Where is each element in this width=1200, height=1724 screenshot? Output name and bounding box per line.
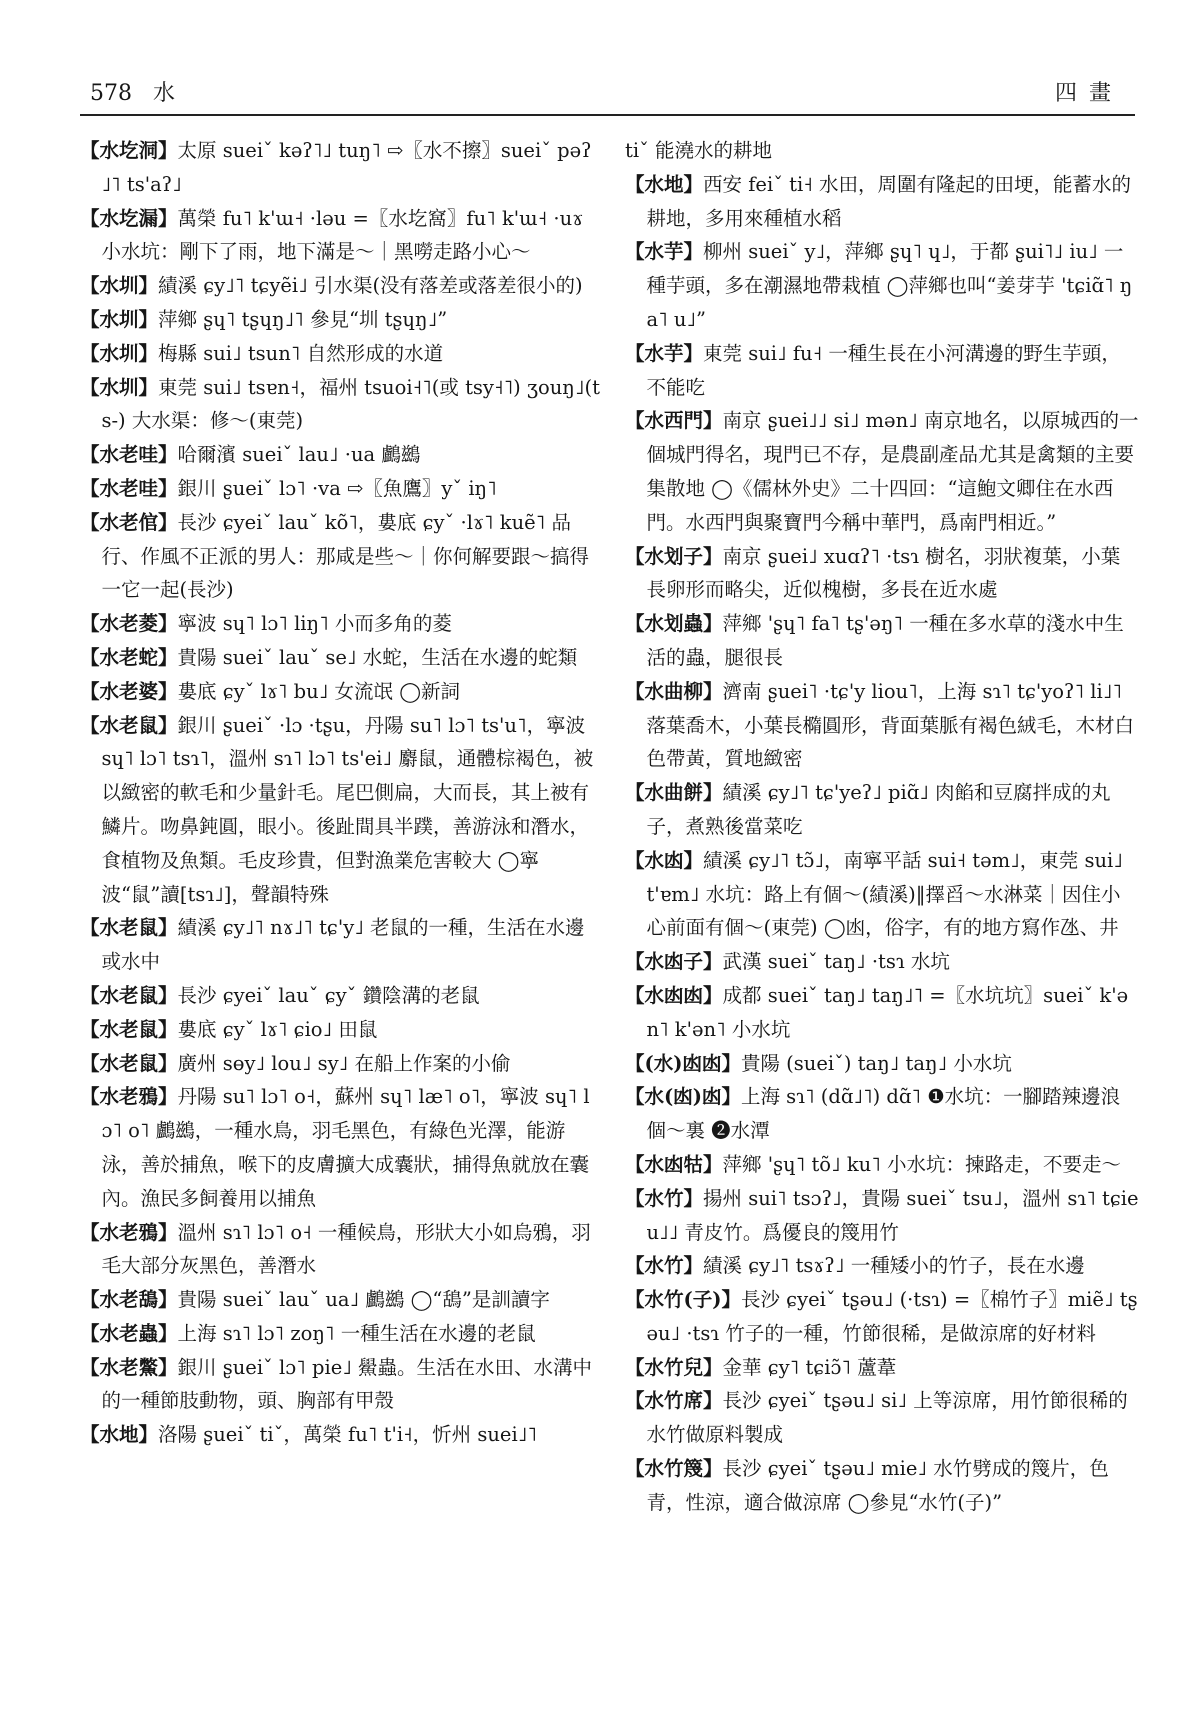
dictionary-entry xyxy=(80,1216,600,1284)
dictionary-entry xyxy=(625,776,1139,844)
entry-definition: 廣州 sɵy˩ lou˩ sy˩ 在船上作案的小偷 xyxy=(177,1051,511,1075)
entry-headword: 【水老鼠】 xyxy=(80,1051,178,1075)
dictionary-entry xyxy=(625,1384,1139,1452)
page-number: 578 xyxy=(90,81,132,106)
entry-headword: 【水凼牯】 xyxy=(625,1152,723,1176)
dictionary-entry xyxy=(80,607,600,641)
dictionary-entry xyxy=(625,607,1139,675)
entry-definition: 銀川 ʂueiˇ ·lɔ ·tʂu，丹陽 su˥ lɔ˥ ts'u˥，寧波 sɥ˥ lɔ˥ tsɿ˥，溫州 sɿ˥ lɔ˥ ts'ei˩ 麝鼠，通體棕褐色，被以緻密的軟毛和少量針毛。尾巴側扁，大而長，其上被有鱗片。吻鼻鈍圓，眼小。後趾間具半蹼，善游泳和潛水，食植物及魚類。毛皮珍貴，但對漁業危害較大 ◯寧波“鼠”讀[tsɿ˩]，聲韻特殊 xyxy=(101,713,594,906)
left-column xyxy=(80,134,600,1452)
entry-definition: 銀川 ʂueiˇ lɔ˥ pie˩ 鱟蟲。生活在水田、水溝中的一種節肢動物，頭、胸部有甲殼 xyxy=(101,1355,593,1413)
entry-headword: 【水划蟲】 xyxy=(625,612,723,636)
radical-heading: 水 xyxy=(153,81,176,106)
entry-headword: 【水地】 xyxy=(625,172,704,196)
entry-headword: 【水凼凼】 xyxy=(625,983,723,1007)
header-left xyxy=(90,76,175,107)
entry-headword: 【水圳】 xyxy=(80,341,159,365)
entry-headword: 【水芋】 xyxy=(625,341,704,365)
entry-headword: 【水老哇】 xyxy=(80,476,178,500)
dictionary-entry xyxy=(80,337,600,371)
entry-headword: 【水老鴉】 xyxy=(80,1220,178,1244)
entry-headword: 【水圪洞】 xyxy=(80,139,178,162)
dictionary-entry xyxy=(80,641,600,675)
dictionary-entry xyxy=(625,337,1139,405)
dictionary-entry xyxy=(80,1047,600,1081)
dictionary-entry xyxy=(625,1080,1139,1148)
dictionary-entry xyxy=(625,404,1139,539)
entry-definition: 丹陽 su˥ lɔ˥ o˧，蘇州 sɥ˥ læ˥ o˥，寧波 sɥ˥ lɔ˥ o˥ 鸕鷀，一種水鳥，羽毛黑色，有綠色光澤，能游泳，善於捕魚，喉下的皮膚擴大成囊狀，捕得魚就放在囊內。漁民多飼養用以捕魚 xyxy=(101,1085,590,1210)
entry-headword: 【水老菱】 xyxy=(80,612,178,636)
dictionary-entry xyxy=(80,911,600,979)
page-header xyxy=(80,74,1135,116)
dictionary-entry xyxy=(80,506,600,607)
entry-definition: 銀川 ʂueiˇ lɔ˥ ·va ⇨〖魚鷹〗yˇ iŋ˥ xyxy=(177,476,497,500)
entry-headword: 【(水)凼凼】 xyxy=(625,1051,741,1075)
dictionary-entry xyxy=(80,134,600,202)
entry-definition: tiˇ 能澆水的耕地 xyxy=(625,139,773,162)
entry-headword: 【水竹(子)】 xyxy=(625,1288,741,1312)
entry-definition: 揚州 sui˥ tsɔʔ˩，貴陽 sueiˇ tsu˩，溫州 sɿ˥ tɕieu˩˩ 青皮竹。爲優良的篾用竹 xyxy=(646,1186,1139,1244)
entry-definition: 長沙 ɕyeiˇ tʂəu˩ (·tsɿ) =〖棉竹子〗miẽ˩ tʂəu˩ ·tsɿ 竹子的一種，竹節很稀，是做涼席的好材料 xyxy=(646,1288,1138,1345)
dictionary-entry xyxy=(80,1283,600,1317)
dictionary-entry xyxy=(625,844,1139,945)
entry-definition: 貴陽 sueiˇ lauˇ ua˩ 鸕鷀 ◯“鴰”是訓讀字 xyxy=(177,1288,550,1312)
entry-definition: 貴陽 sueiˇ lauˇ se˩ 水蛇，生活在水邊的蛇類 xyxy=(177,645,578,669)
entry-definition: 寧波 sɥ˥ lɔ˥ liŋ˥ 小而多角的菱 xyxy=(177,612,452,636)
dictionary-entry xyxy=(625,675,1139,776)
entry-headword: 【水老鴰】 xyxy=(80,1288,178,1312)
entry-definition: 婁底 ɕyˇ lɤ˥ bu˩ 女流氓 ◯新詞 xyxy=(177,679,461,703)
entry-headword: 【水圳】 xyxy=(80,274,159,298)
dictionary-entry xyxy=(625,945,1139,979)
entry-definition: 長沙 ɕyeiˇ lauˇ ɕyˇ 鑽陰溝的老鼠 xyxy=(177,983,480,1007)
dictionary-entry xyxy=(80,1013,600,1047)
entry-headword: 【水曲餅】 xyxy=(625,781,723,805)
entry-definition: 東莞 sui˩ tsɐn˧，福州 tsuoi˧˥(或 tsy˧˥) ʒouŋ˩(ts-) 大水渠：修～(東莞) xyxy=(101,375,600,433)
dictionary-entry xyxy=(625,1249,1139,1283)
dictionary-entry xyxy=(80,979,600,1013)
dictionary-entry xyxy=(80,269,600,303)
entry-headword: 【水竹兒】 xyxy=(625,1355,723,1379)
entry-definition: 績溪 ɕy˩˥ tɔ̃˩，南寧平話 sui˧ təm˩，東莞 sui˩ t'ɐm˩ 水坑：路上有個～(績溪)‖擇舀～水淋菜｜因住小心前面有個～(東莞) ◯凼，俗字，有的地方寫作氹、井 xyxy=(646,848,1123,940)
entry-definition: 南京 ʂuei˩ xuɑʔ˥ ·tsɿ 樹名，羽狀複葉，小葉長卵形而略尖，近似槐樹，多長在近水處 xyxy=(646,544,1121,602)
entry-definition: 上海 sɿ˥ (dɑ̃˩˥) dɑ̃˥ ❶水坑：一腳踏辣邊浪個～裏 ❷水潭 xyxy=(646,1085,1121,1143)
dictionary-entry xyxy=(625,235,1139,336)
entry-definition: 長沙 ɕyeiˇ lauˇ kõ˥，婁底 ɕyˇ ·lɤ˥ kuẽ˥ 品行、作風不正派的男人：那咸是些～｜你何解要跟～搞得一它一起(長沙) xyxy=(101,510,589,602)
dictionary-entry xyxy=(625,1351,1139,1385)
entry-definition: 萬榮 fu˥ k'ɯ˧ ·ləu =〖水圪窩〗fu˥ k'ɯ˧ ·uɤ 小水坑：剛下了雨，地下滿是～｜黑嘮走路小心～ xyxy=(101,206,584,264)
entry-headword: 【水芋】 xyxy=(625,240,704,264)
entry-headword: 【水老婆】 xyxy=(80,679,178,703)
entry-headword: 【水划子】 xyxy=(625,544,723,568)
entry-headword: 【水西門】 xyxy=(625,409,723,433)
dictionary-entry xyxy=(625,1047,1139,1081)
entry-headword: 【水老鱉】 xyxy=(80,1355,178,1379)
entry-definition: 武漢 sueiˇ taŋ˩ ·tsɿ 水坑 xyxy=(722,950,950,974)
dictionary-entry xyxy=(80,1317,600,1351)
entry-definition: 濟南 ʂuei˥ ·tɕ'y liou˥，上海 sɿ˥ tɕ'yoʔ˥ li˩˥ 落葉喬木，小葉長橢圓形，背面葉脈有褐色絨毛，木材白色帶黃，質地緻密 xyxy=(646,679,1134,771)
entry-definition: 績溪 ɕy˩˥ tsɤʔ˩ 一種矮小的竹子，長在水邊 xyxy=(703,1254,1085,1278)
entry-definition: 萍鄉 ʂɥ˥ tʂɥŋ˩˥ 參見“圳 tʂɥŋ˩” xyxy=(158,307,448,331)
entry-headword: 【水老蛇】 xyxy=(80,645,178,669)
dictionary-entry xyxy=(625,1182,1139,1250)
dictionary-entry xyxy=(80,1080,600,1215)
entry-definition: 金華 ɕy˥ tɕiɔ̃˥ 蘆葦 xyxy=(722,1355,897,1379)
entry-definition: 南京 ʂuei˩˩ si˩ mən˩ 南京地名，以原城西的一個城門得名，現門已不存，是農副產品尤其是禽類的主要集散地 ◯《儒林外史》二十四回：“這鮑文卿住在水西門。水西門與聚寶門今稱中華門，爲南門相近。” xyxy=(646,409,1139,534)
dictionary-entry xyxy=(625,1148,1139,1182)
entry-definition: 婁底 ɕyˇ lɤ˥ ɕio˩ 田鼠 xyxy=(177,1017,378,1041)
entry-headword: 【水凼】 xyxy=(625,848,704,872)
entry-definition: 績溪 ɕy˩˥ tɕ'yeʔ˩ piɑ̃˩ 肉餡和豆腐拌成的丸子，煮熟後當菜吃 xyxy=(646,781,1111,838)
dictionary-entry xyxy=(80,709,600,912)
entry-headword: 【水老鼠】 xyxy=(80,983,178,1007)
entry-definition: 績溪 ɕy˩˥ tɕyẽi˩ 引水渠(没有落差或落差很小的) xyxy=(158,274,583,298)
dictionary-entry xyxy=(80,438,600,472)
entry-headword: 【水竹】 xyxy=(625,1254,704,1278)
dictionary-entry xyxy=(625,540,1139,608)
dictionary-entry xyxy=(80,1418,600,1452)
entry-definition: 柳州 sueiˇ y˩，萍鄉 ʂɥ˥ ɥ˩，于都 ʂui˥˩ iu˩ 一種芋頭，多在潮濕地帶栽植 ◯萍鄉也叫“姜芽芋 'tɕiɑ̃˥ ŋa˥ u˩” xyxy=(646,240,1133,331)
section-heading: 四畫 xyxy=(1054,81,1123,106)
entry-headword: 【水曲柳】 xyxy=(625,679,723,703)
entry-headword: 【水老哇】 xyxy=(80,443,178,467)
dictionary-entry xyxy=(80,675,600,709)
entry-headword: 【水老鴉】 xyxy=(80,1085,178,1109)
dictionary-entry xyxy=(80,303,600,337)
right-column xyxy=(625,134,1139,1520)
dictionary-entry xyxy=(80,202,600,270)
dictionary-entry xyxy=(625,979,1139,1047)
entry-headword: 【水竹篾】 xyxy=(625,1457,723,1481)
entry-definition: 萍鄉 'ʂɥ˥ fa˥ tʂ'əŋ˥ 一種在多水草的淺水中生活的蟲，腿很長 xyxy=(646,612,1124,669)
entry-definition: 西安 feiˇ ti˧ 水田，周圍有隆起的田埂，能蓄水的耕地，多用來種植水稻 xyxy=(646,172,1132,230)
dictionary-entry xyxy=(80,1351,600,1419)
entry-headword: 【水圪漏】 xyxy=(80,206,178,230)
entry-definition: 溫州 sɿ˥ lɔ˥ o˧ 一種候鳥，形狀大小如烏鴉，羽毛大部分灰黑色，善潛水 xyxy=(101,1220,591,1278)
entry-definition: 長沙 ɕyeiˇ tʂəu˩ si˩ 上等涼席，用竹節很稀的水竹做原料製成 xyxy=(646,1389,1128,1447)
entry-headword: 【水凼子】 xyxy=(625,950,723,974)
dictionary-entry xyxy=(625,168,1139,236)
entry-headword: 【水竹】 xyxy=(625,1186,704,1210)
entry-definition: 梅縣 sui˩ tsun˥ 自然形成的水道 xyxy=(158,341,444,365)
entry-headword: 【水地】 xyxy=(80,1423,159,1447)
entry-definition: 太原 sueiˇ kəʔ˥˩ tuŋ˥ ⇨〖水不擦〗sueiˇ pəʔ˩˥ ts'aʔ˩ xyxy=(101,139,592,196)
entry-definition: 洛陽 ʂueiˇ tiˇ，萬榮 fu˥ t'i˧，忻州 suei˩˥ xyxy=(158,1423,537,1447)
entry-definition: 績溪 ɕy˩˥ nɤ˩˥ tɕ'y˩ 老鼠的一種，生活在水邊或水中 xyxy=(101,916,585,974)
dictionary-entry xyxy=(80,472,600,506)
entry-definition: 長沙 ɕyeiˇ tʂəu˩ mie˩ 水竹劈成的篾片，色青，性涼，適合做涼席 ◯參見“水竹(子)” xyxy=(646,1457,1109,1514)
entry-definition: 上海 sɿ˥ lɔ˥ zoŋ˥ 一種生活在水邊的老鼠 xyxy=(177,1321,536,1345)
entry-headword: 【水老倌】 xyxy=(80,510,178,534)
dictionary-entry xyxy=(625,1283,1139,1351)
entry-headword: 【水老鼠】 xyxy=(80,916,178,940)
entry-headword: 【水老鼠】 xyxy=(80,1017,178,1041)
dictionary-entry xyxy=(80,371,600,439)
entry-definition: 貴陽 (sueiˇ) taŋ˩ taŋ˩ 小水坑 xyxy=(740,1051,1012,1075)
entry-headword: 【水老鼠】 xyxy=(80,713,178,737)
entry-headword: 【水老蟲】 xyxy=(80,1321,178,1345)
entry-headword: 【水圳】 xyxy=(80,375,159,399)
dictionary-entry xyxy=(625,134,1139,168)
entry-definition: 哈爾濱 sueiˇ lau˩ ·ua 鸕鷀 xyxy=(177,443,421,467)
entry-headword: 【水圳】 xyxy=(80,307,159,331)
entry-headword: 【水(凼)凼】 xyxy=(625,1085,741,1109)
entry-definition: 東莞 sui˩ fu˧ 一種生長在小河溝邊的野生芋頭，不能吃 xyxy=(646,341,1121,399)
entry-definition: 成都 sueiˇ taŋ˩ taŋ˩˥ =〖水坑坑〗sueiˇ k'ən˥ k'ən˥ 小水坑 xyxy=(646,983,1129,1041)
entry-headword: 【水竹席】 xyxy=(625,1389,723,1413)
dictionary-entry xyxy=(625,1452,1139,1520)
entry-definition: 萍鄉 'ʂɥ˥ tõ˩ ku˥ 小水坑：揀路走，不要走～ xyxy=(722,1152,1122,1176)
